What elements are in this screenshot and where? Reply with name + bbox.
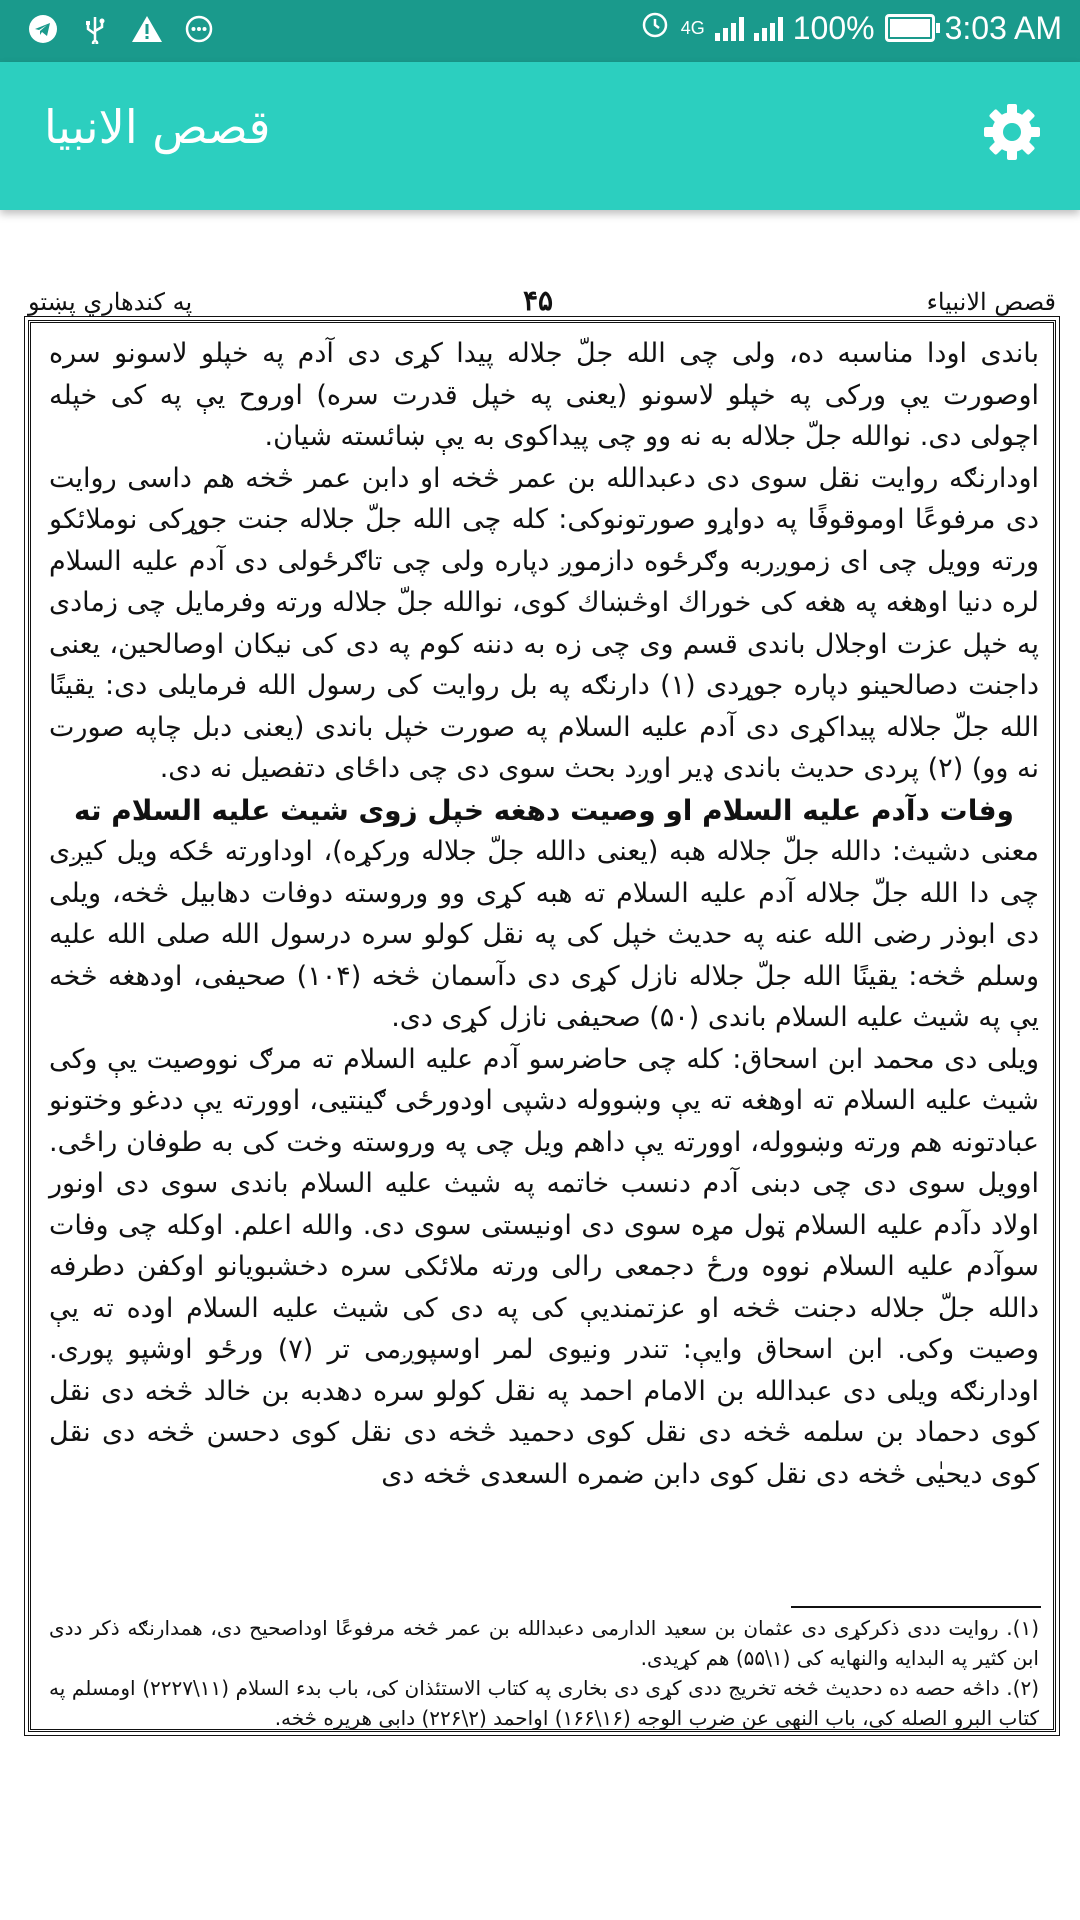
battery-icon bbox=[885, 14, 935, 42]
signal-icon bbox=[754, 15, 783, 41]
notification-icons bbox=[26, 12, 216, 46]
signal-icon bbox=[715, 15, 744, 41]
paragraph: ویلی دی محمد ابن اسحاق: کله چی حاضرسو آدم علیه السلام ته مرګ نووصیت یې وکی شیث علیه السلام ته اوهغه ته یې وښووله دشپی اودورځی ګینتیی، اوورته یې ددغو وختونو عبادتونه هم ورته وښووله، اوورته یې داهم ویل چی په وروسته وخت کی به طوفان راځی. اوویل سوی دی چی دبنی آدم دنسب خاتمه په شیث علیه السلام باندی سوی دی اونور اولاد دآدم علیه السلام ټول مړه سوی دی اونیستی سوی دی. والله اعلم. اوکله چی وفات سوآدم علیه السلام نووه ورځ دجمعی رالی ورته ملائکی سره دخشبویانو اوکفن دطرفه دالله جلّ جلاله دجنت څخه او عزتمندیې کی په دی کی شیث علیه السلام اوده ته یې وصیت وکی. ابن اسحاق وایې: تندر ونیوی لمر اوسپوږمی تر (۷) ورځو اوشپو پوری. اودارنګه ویلی دی عبدالله بن الامام احمد په نقل کولو سره دهدبه بن خالد څخه دی نقل کوی دحماد بن سلمه څخه دی نقل کوی دحمید څخه دی نقل کوی دحسن څخه دی نقل کوی دیحیٰی څخه دی نقل کوی دابن ضمره السعدی څخه دی bbox=[49, 1043, 1039, 1490]
battery-percent: 100% bbox=[792, 9, 875, 46]
paragraph: اودارنګه روایت نقل سوی دی دعبدالله بن عمر څخه او دابن عمر څخه هم داسی روایت دی مرفوعًا اوموقوفًا په دواړو صورتونوکی: کله چی الله جلّ جلاله جنت جوړکی نوملائکو ورته وویل چی ای زموږربه وګرځوه دازموږ دپاره ولی چی تاګرځولی دی آدم علیه السلام لره دنیا اوهغه په هغه کی خوراك اوڅښاك کوی، نوالله جلّ جلاله ورته وفرمایل چی زمادی په خپل عزت اوجلال باندی قسم وی چی زه به دننه کوم په دی کی نیکان اوصالحین، یعنی داجنت دصالحینو دپاره جوړدی (۱) دارنګه په بل روایت کی رسول الله فرمایلی دی: یقینًا الله جلّ جلاله پیداکړی دی آدم علیه السلام په صورت خپل باندی (یعنی دبل چاپه صورت نه وو) (۲) پردی حدیث باندی ډیر اوږد بحث سوی دی چی داځای دتفصیل نه دی. bbox=[49, 462, 1039, 784]
app-bar bbox=[0, 62, 1080, 210]
telegram-icon bbox=[26, 12, 60, 46]
more-icon bbox=[182, 12, 216, 46]
warning-icon bbox=[130, 12, 164, 46]
page-body bbox=[49, 333, 1039, 1495]
footnote: (۱). روایت ددی ذکرکړی دی عثمان بن سعید الدارمی دعبدالله بن عمر څخه مرفوعًا اوداصحیح دی، همدارنګه ذکر ددی ابن کثیر په البدایه والنهایه کی (۱\۵۵) هم کړیدی. bbox=[49, 1616, 1039, 1670]
gear-icon[interactable] bbox=[980, 100, 1044, 164]
network-type: 4G bbox=[680, 17, 705, 38]
status-bar bbox=[0, 0, 1080, 62]
app-title: قصص الانبيا bbox=[44, 100, 271, 154]
section-heading: وفات دآدم علیه السلام او وصیت دهغه خپل زوی شیث علیه السلام ته bbox=[74, 793, 1014, 827]
book-title: قصص الانبیاء bbox=[926, 288, 1056, 316]
footnote-divider bbox=[791, 1606, 1041, 1608]
page-header bbox=[28, 280, 1056, 324]
page-number: ۴۵ bbox=[523, 284, 554, 317]
footnote: (۲). داڅه حصه ده دحدیث څخه تخریج ددی کړی دی بخاری په کتاب الاستئذان کی، باب بدء السلام (۱۱\۲۲۲۷) اومسلم په کتاب البرو الصله کی، باب النهی عن ضرب الوجه (۱۶\۱۶۶) اواحمد (۲\۲۲۶) دابی هریره څخه. bbox=[49, 1676, 1039, 1730]
clock: 3:03 AM bbox=[944, 9, 1062, 46]
book-page[interactable] bbox=[28, 270, 1056, 1730]
book-language: په کندهاري پښتو bbox=[28, 288, 193, 316]
paragraph: باندی اودا مناسبه ده، ولی چی الله جلّ جلاله پیدا کړی دی آدم په خپلو لاسونو سره اوصورت یې ورکی په خپلو لاسونو (یعنی په خپل قدرت سره) اوروح یې په کی خپله اچولی دی. نوالله جلّ جلاله به نه وو چی پیداکوی به یې ښائسته شیان. bbox=[49, 338, 1039, 452]
paragraph: معنی دشیث: دالله جلّ جلاله هبه (یعنی دالله جلّ جلاله ورکړه)، اوداورته ځکه ویل کیږی چی دا الله جلّ جلاله آدم علیه السلام ته هبه کړی وو وروسته دوفات دهابیل څخه، ویلی دی ابوذر رضی الله عنه په حدیث خپل کی په نقل کولو سره درسول الله صلی الله علیه وسلم څخه: یقینًا الله جلّ جلاله نازل کړی دی دآسمان څخه (۱۰۴) صحیفی، اودهغه څخه یې په شیث علیه السلام باندی (۵۰) صحیفی نازل کړی دی. bbox=[49, 836, 1039, 1033]
usb-icon bbox=[78, 12, 112, 46]
page-frame bbox=[28, 320, 1056, 1732]
footnotes bbox=[49, 1613, 1039, 1733]
alarm-icon bbox=[639, 8, 671, 48]
status-right bbox=[639, 8, 1062, 48]
